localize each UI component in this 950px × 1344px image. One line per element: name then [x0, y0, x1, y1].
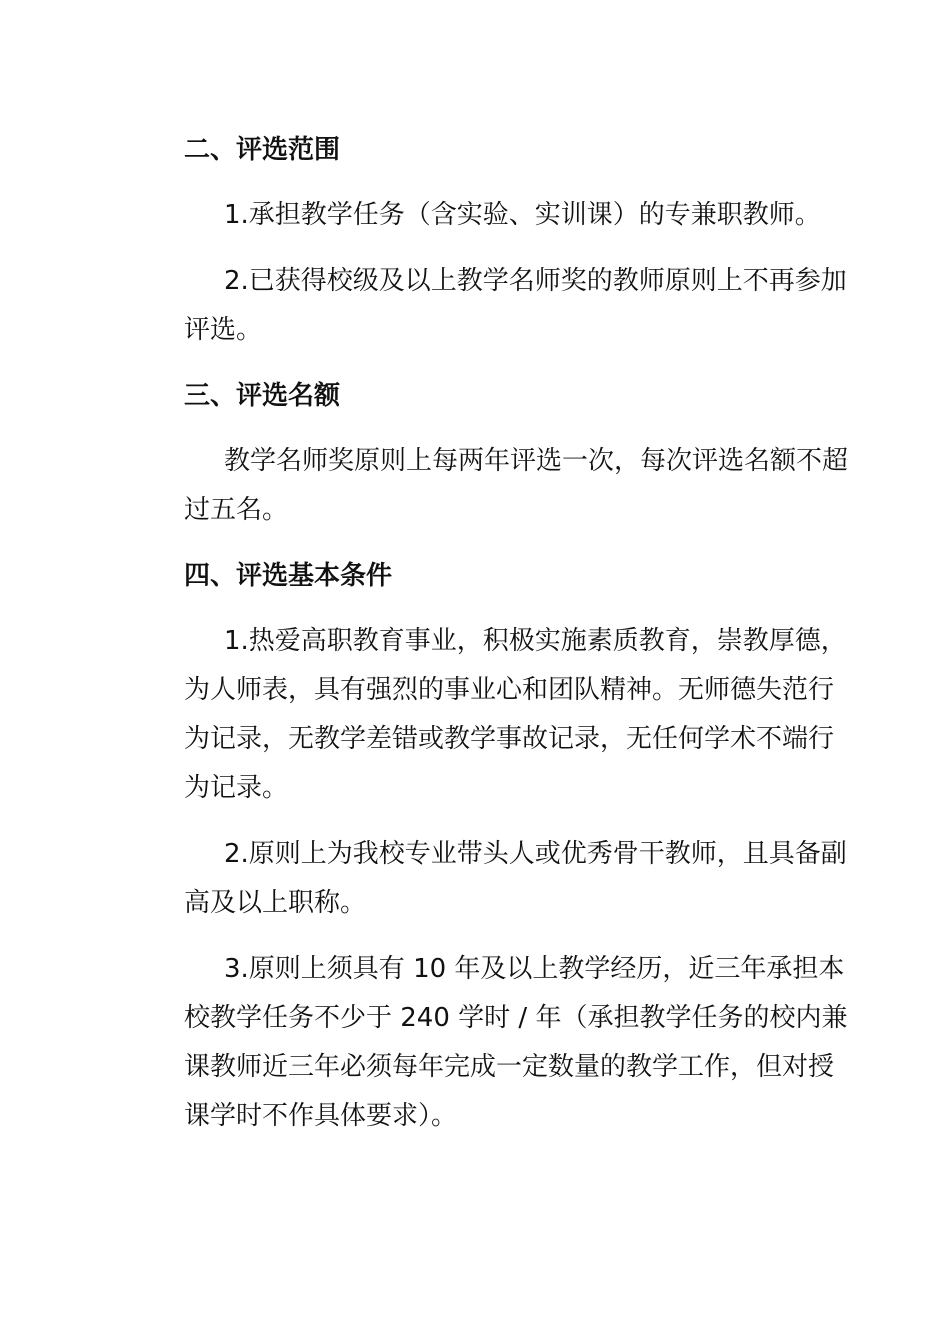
text-line: 2.已获得校级及以上教学名师奖的教师原则上不再参加: [224, 266, 847, 296]
text-line: 教学名师奖原则上每两年评选一次，每次评选名额不超: [224, 446, 849, 476]
section-heading-scope: 二、评选范围: [184, 135, 341, 165]
text-line: 高及以上职称。: [184, 888, 367, 918]
conditions-paragraph-3: [144, 945, 848, 1141]
scope-paragraph-1: [144, 191, 821, 240]
text-line: 为记录。: [184, 773, 289, 803]
text-line: 1.热爱高职教育事业，积极实施素质教育，崇教厚德，: [224, 626, 847, 656]
text-line: 1.承担教学任务（含实验、实训课）的专兼职教师。: [224, 200, 821, 230]
section-heading-conditions: 四、评选基本条件: [184, 561, 393, 591]
text-line: 过五名。: [184, 495, 289, 525]
text-line: 为记录，无教学差错或教学事故记录，无任何学术不端行: [184, 724, 835, 754]
text-line: 课学时不作具体要求）。: [184, 1101, 458, 1131]
scope-paragraph-2: [144, 257, 847, 355]
text-line: 课教师近三年必须每年完成一定数量的教学工作，但对授: [184, 1052, 835, 1082]
conditions-paragraph-1: [144, 617, 847, 813]
conditions-paragraph-2: [144, 830, 847, 928]
text-line: 3.原则上须具有 10 年及以上教学经历，近三年承担本: [224, 954, 845, 984]
text-line: 为人师表，具有强烈的事业心和团队精神。无师德失范行: [184, 675, 835, 705]
text-line: 校教学任务不少于 240 学时 / 年（承担教学任务的校内兼: [184, 1003, 848, 1033]
text-line: 2.原则上为我校专业带头人或优秀骨干教师，且具备副: [224, 839, 847, 869]
text-line: 评选。: [184, 315, 263, 345]
section-heading-quota: 三、评选名额: [184, 381, 341, 411]
document-body: [144, 126, 849, 1158]
quota-paragraph-1: [144, 437, 849, 535]
